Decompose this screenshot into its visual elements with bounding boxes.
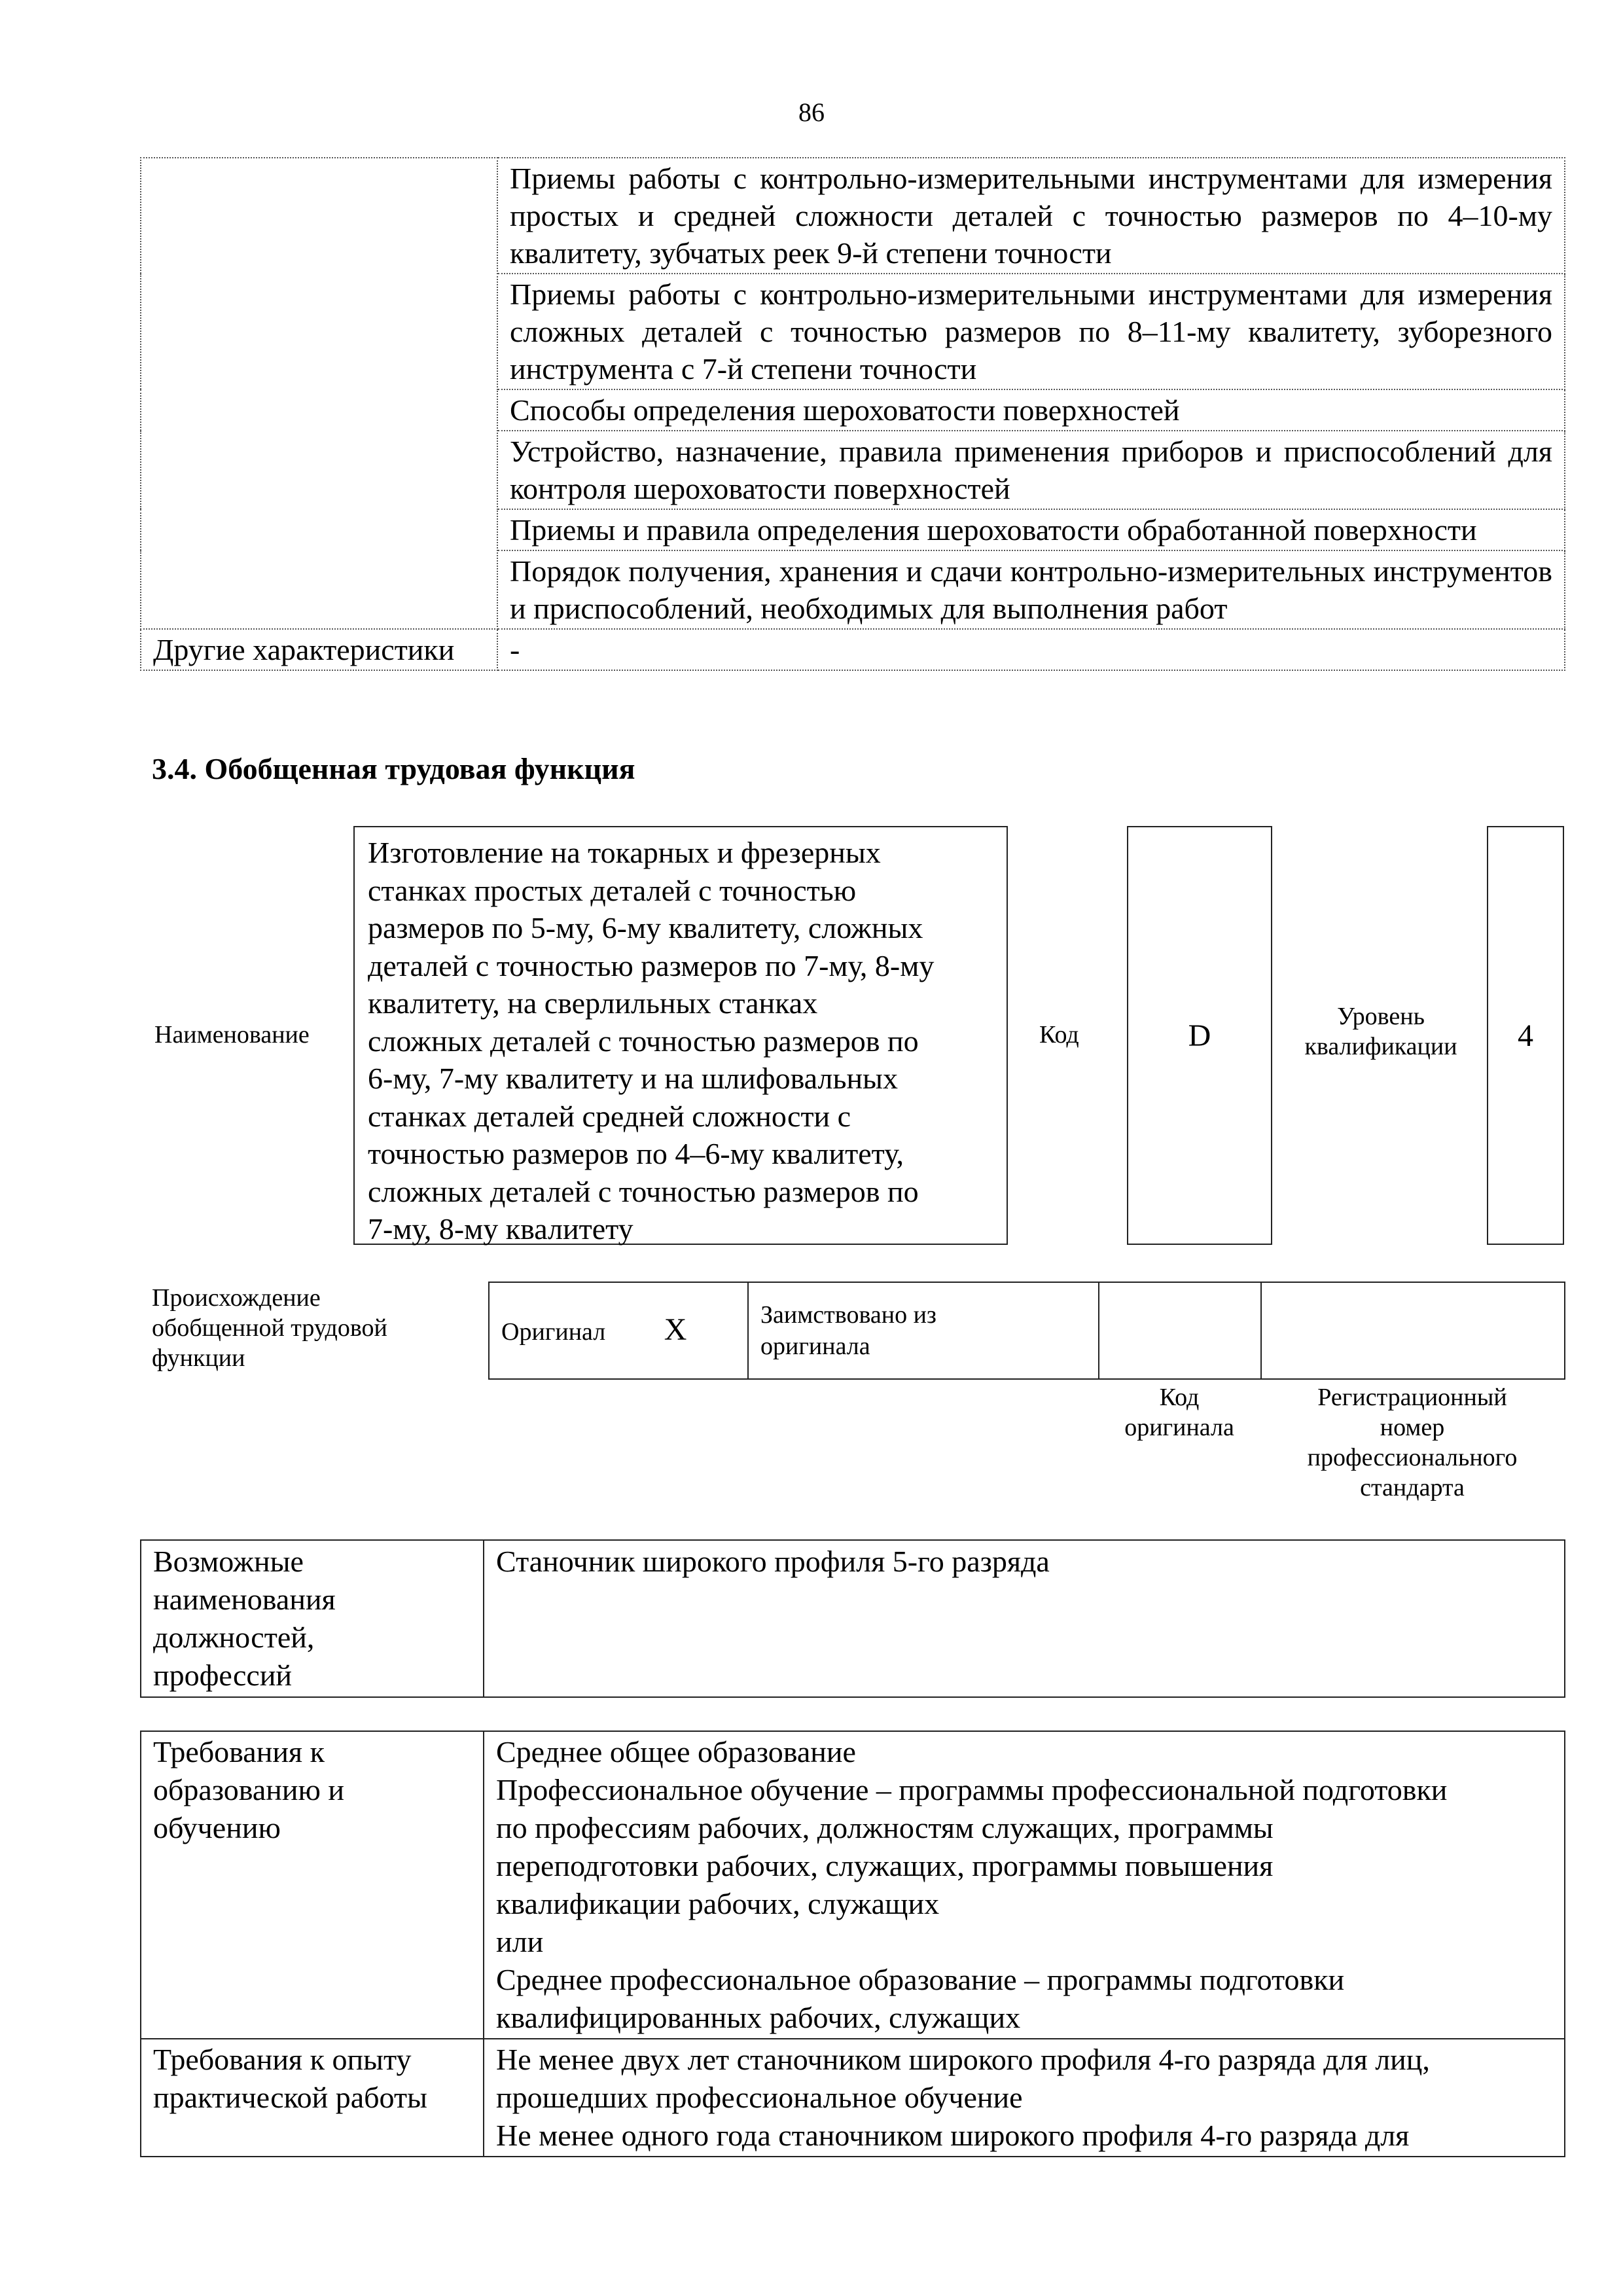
experience-label-line: Требования к опыту [153, 2043, 412, 2076]
table-row [141, 1540, 1565, 1697]
function-name-line: Изготовление на токарных и фрезерных [368, 836, 881, 869]
knowledge-item: Устройство, назначение, правила применения приборов и приспособлений для контроля шероховатости поверхностей [497, 431, 1565, 509]
function-name-line: станках простых деталей с точностью [368, 873, 857, 907]
function-name-line: сложных деталей с точностью размеров по [368, 1024, 919, 1058]
function-name-line: 6-му, 7-му квалитету и на шлифовальных [368, 1062, 898, 1095]
education-label [141, 1731, 484, 2039]
function-name-line: сложных деталей с точностью размеров по [368, 1174, 919, 1208]
positions-table [140, 1539, 1565, 1698]
registration-caption [1260, 1382, 1564, 1503]
experience-line: Не менее одного года станочником широкого профиля 4-го разряда для [496, 2119, 1410, 2152]
original-cell [489, 1282, 748, 1379]
knowledge-item: Приемы и правила определения шероховатости обработанной поверхности [497, 509, 1565, 550]
education-value [484, 1731, 1565, 2039]
positions-label-line: должностей, [153, 1621, 315, 1654]
requirements-table [140, 1731, 1565, 2157]
education-line: Профессиональное обучение – программы профессиональной подготовки [496, 1773, 1448, 1806]
function-name-line: квалитету, на сверлильных станках [368, 986, 818, 1020]
positions-label-line: Возможные [153, 1545, 304, 1578]
education-label-line: Требования к [153, 1735, 325, 1768]
other-characteristics-label: Другие характеристики [141, 629, 497, 670]
empty-label-cell [141, 158, 497, 629]
registration-caption-line: стандарта [1360, 1474, 1465, 1501]
education-label-line: образованию и [153, 1773, 344, 1806]
level-label-line: квалификации [1304, 1033, 1457, 1060]
table-row [141, 629, 1565, 670]
original-code-cell [1099, 1282, 1261, 1379]
function-name-box [353, 826, 1008, 1245]
knowledge-item: Приемы работы с контрольно-измерительными инструментами для измерения сложных деталей с точностью размеров по 8–11-му квалитету, зуборезного инструмента с 7-й степени точности [497, 274, 1565, 389]
function-name-line: размеров по 5-му, 6-му квалитету, сложных [368, 911, 923, 944]
education-line: Среднее общее образование [496, 1735, 856, 1768]
function-name-line: деталей с точностью размеров по 7-му, 8-му [368, 948, 935, 982]
origin-label-line: функции [152, 1344, 245, 1372]
education-label-line: обучению [153, 1811, 281, 1844]
level-label-line: Уровень [1337, 1003, 1425, 1030]
original-label: Оригинал [501, 1318, 606, 1346]
positions-label-line: профессий [153, 1659, 293, 1692]
knowledge-table [140, 157, 1565, 671]
experience-line: прошедших профессиональное обучение [496, 2081, 1023, 2114]
code-label: Код [1039, 1021, 1079, 1049]
education-line: переподготовки рабочих, служащих, программы повышения [496, 1849, 1274, 1882]
table-row [141, 2039, 1565, 2157]
experience-value [484, 2039, 1565, 2157]
borrowed-line: оригинала [760, 1333, 870, 1360]
registration-caption-line: номер [1380, 1414, 1445, 1441]
table-row [489, 1282, 1565, 1379]
origin-table [488, 1282, 1565, 1380]
origin-label [152, 1283, 387, 1373]
registration-caption-line: Регистрационный [1317, 1384, 1507, 1411]
other-characteristics-value: - [497, 629, 1565, 670]
table-row [141, 1731, 1565, 2039]
registration-number-cell [1261, 1282, 1565, 1379]
knowledge-item: Способы определения шероховатости поверхностей [497, 389, 1565, 431]
function-name-line: 7-му, 8-му квалитету [368, 1212, 633, 1246]
level-label [1283, 1001, 1479, 1062]
education-line: квалифицированных рабочих, служащих [496, 2001, 1021, 2034]
name-label: Наименование [154, 1021, 310, 1049]
code-value: D [1127, 826, 1272, 1245]
code-caption-line: оригинала [1124, 1414, 1234, 1441]
page-number: 86 [798, 98, 825, 127]
borrowed-line: Заимствовано из [760, 1301, 936, 1329]
experience-label-line: практической работы [153, 2081, 427, 2114]
registration-caption-line: профессионального [1307, 1444, 1518, 1471]
knowledge-item: Приемы работы с контрольно-измерительными инструментами для измерения простых и средней сложности деталей с точностью размеров по 4–10-му квалитету, зубчатых реек 9-й степени точности [497, 158, 1565, 274]
education-line: по профессиям рабочих, должностям служащих, программы [496, 1811, 1274, 1844]
function-name-line: станках деталей средней сложности с [368, 1099, 851, 1133]
experience-label [141, 2039, 484, 2157]
origin-label-line: Происхождение [152, 1284, 321, 1312]
positions-label-line: наименования [153, 1583, 336, 1616]
section-heading: 3.4. Обобщенная трудовая функция [152, 752, 635, 785]
education-line: или [496, 1925, 544, 1958]
code-caption-line: Код [1159, 1384, 1200, 1411]
positions-label [141, 1540, 484, 1697]
origin-label-line: обобщенной трудовой [152, 1314, 387, 1342]
borrowed-cell [748, 1282, 1099, 1379]
education-line: квалификации рабочих, служащих [496, 1887, 940, 1920]
positions-value: Станочник широкого профиля 5-го разряда [484, 1540, 1565, 1697]
knowledge-item: Порядок получения, хранения и сдачи контрольно-измерительных инструментов и приспособлений, необходимых для выполнения работ [497, 550, 1565, 629]
code-caption [1098, 1382, 1260, 1443]
table-row [141, 158, 1565, 274]
level-value: 4 [1487, 826, 1564, 1245]
experience-line: Не менее двух лет станочником широкого профиля 4-го разряда для лиц, [496, 2043, 1430, 2076]
original-mark: X [664, 1312, 687, 1347]
education-line: Среднее профессиональное образование – программы подготовки [496, 1963, 1345, 1996]
function-name-line: точностью размеров по 4–6-му квалитету, [368, 1137, 904, 1170]
